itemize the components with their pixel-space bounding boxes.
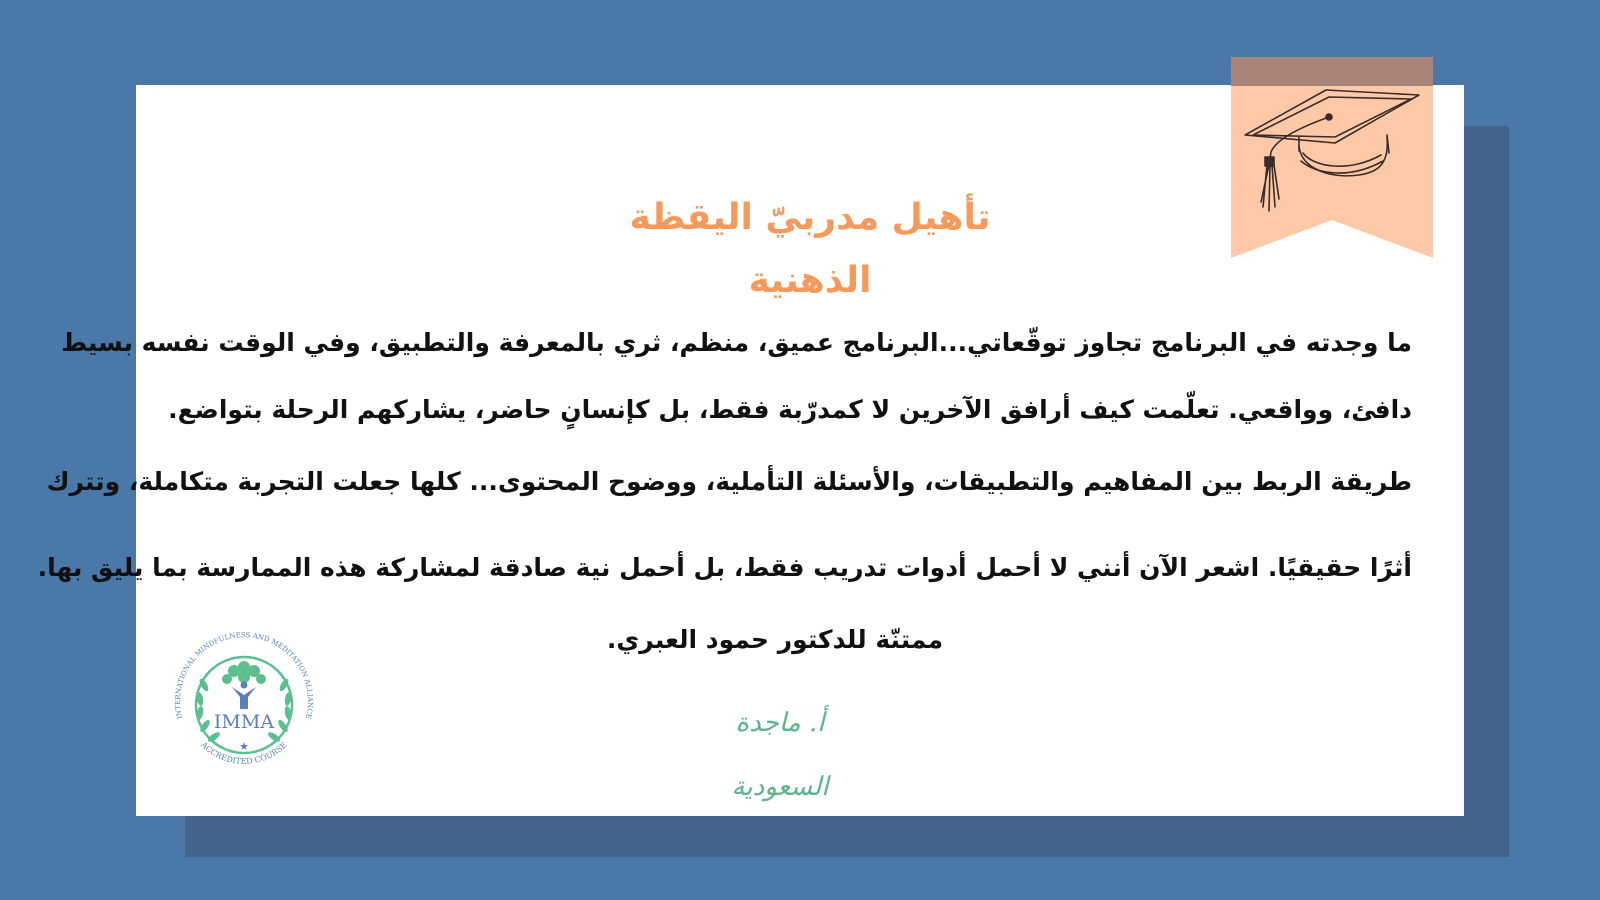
seal-bottom-text: ACCREDITED COURSE (199, 740, 289, 766)
seal-ring-text: INTERNATIONAL MINDFULNESS AND MEDITATION ALLIANCE (173, 631, 315, 720)
seal-acronym: IMMA (213, 711, 275, 733)
page-title-line2: الذهنية (748, 260, 872, 301)
graduation-cap-ribbon (1231, 57, 1433, 258)
testimonial-paragraph1-line2: دافئ، وواقعي. تعلّمت كيف أرافق الآخرين لا كمدرّبة فقط، بل كإنسانٍ حاضر، يشاركهم الرحلة بتواضع. (168, 395, 1412, 424)
page-title-line1: تأهيل مدربيّ اليقظة (629, 197, 991, 238)
imma-accreditation-seal (164, 625, 324, 785)
signature-country: السعودية (731, 772, 829, 802)
testimonial-paragraph1-line1: ما وجدته في البرنامج تجاوز توقّعاتي...البرنامج عميق، منظم، ثري بالمعرفة والتطبيق، وفي الوقت نفسه بسيط (61, 328, 1412, 357)
testimonial-paragraph2-line2: أثرًا حقيقيًا. اشعر الآن أنني لا أحمل أدوات تدريب فقط، بل أحمل نية صادقة لمشاركة هذه الممارسة بما يليق بها. (37, 553, 1412, 582)
signature-name: أ. ماجدة (735, 708, 825, 738)
tree-person-icon (222, 661, 266, 709)
thanks-line: ممتنّة للدكتور حمود العبري. (606, 625, 944, 654)
testimonial-paragraph2-line1: طريقة الربط بين المفاهيم والتطبيقات، والأسئلة التأملية، ووضوح المحتوى... كلها جعلت التجربة متكاملة، وتترك (46, 467, 1412, 496)
seal-star-icon: ★ (239, 740, 249, 753)
